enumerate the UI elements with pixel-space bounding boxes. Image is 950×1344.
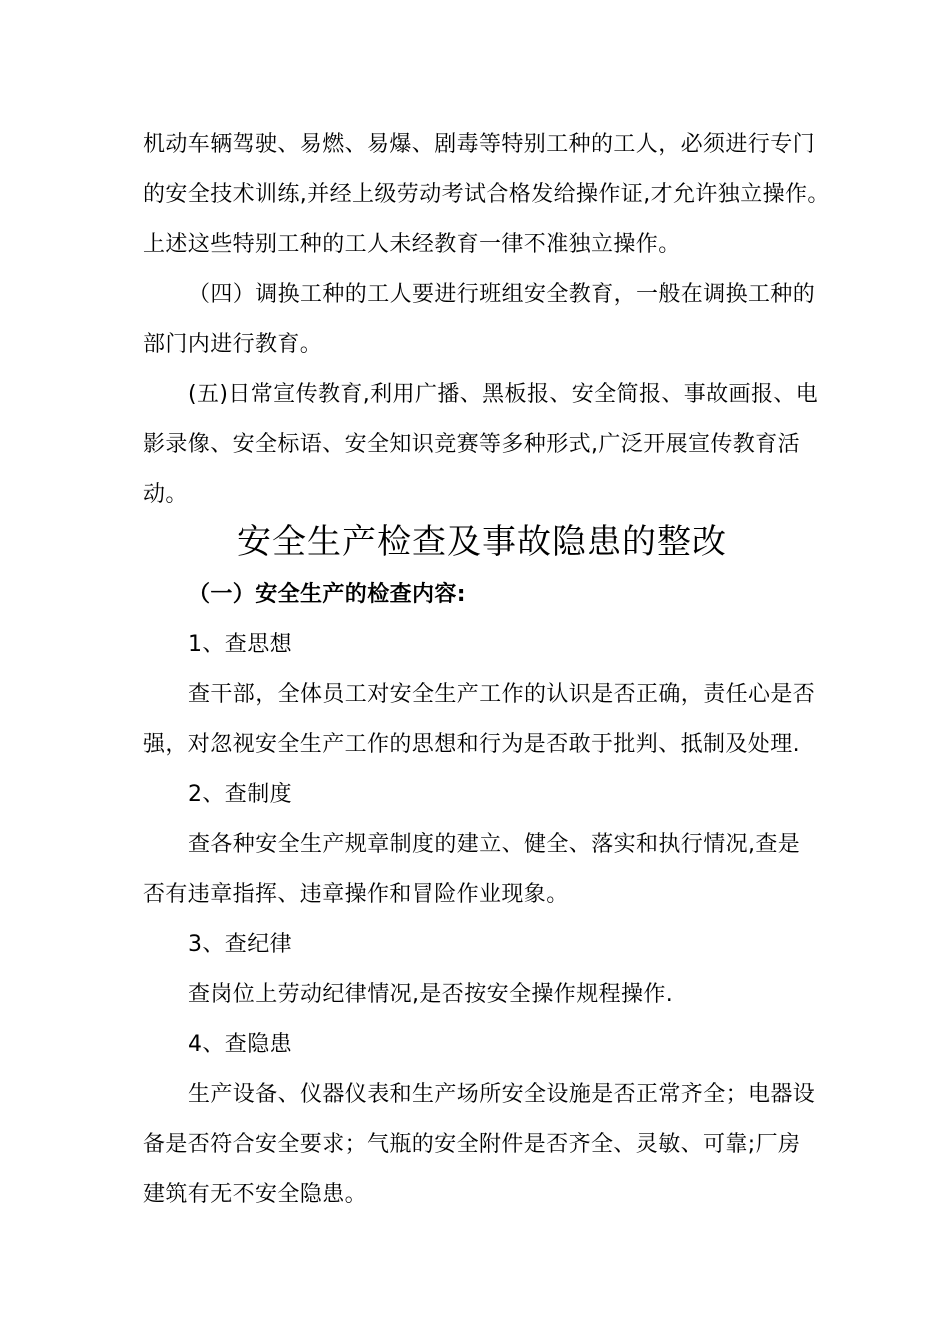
item-text-line: 查岗位上劳动纪律情况,是否按安全操作规程操作. [188, 982, 674, 1007]
paragraph-line: （四）调换工种的工人要进行班组安全教育，一般在调换工种的 [188, 282, 816, 307]
section-title: 安全生产检查及事故隐患的整改 [237, 522, 727, 562]
item-text-line: 生产设备、仪器仪表和生产场所安全设施是否正常齐全；电器设 [188, 1082, 816, 1107]
paragraph-line: (五)日常宣传教育,利用广播、黑板报、安全简报、事故画报、电 [188, 382, 819, 407]
paragraph-line: 的安全技术训练,并经上级劳动考试合格发给操作证,才允许独立操作。 [143, 182, 830, 207]
paragraph-line: 动。 [143, 482, 188, 507]
item-label: 1、查思想 [188, 632, 292, 657]
item-text-line: 查各种安全生产规章制度的建立、健全、落实和执行情况,查是 [188, 832, 801, 857]
paragraph-line: 上述这些特别工种的工人未经教育一律不准独立操作。 [143, 232, 681, 257]
paragraph-line: 机动车辆驾驶、易燃、易爆、剧毒等特别工种的工人，必须进行专门 [143, 132, 816, 157]
item-label: 2、查制度 [188, 782, 292, 807]
item-text-line: 否有违章指挥、违章操作和冒险作业现象。 [143, 882, 569, 907]
item-text-line: 备是否符合安全要求；气瓶的安全附件是否齐全、灵敏、可靠;厂房 [143, 1132, 801, 1157]
subsection-title: （一）安全生产的检查内容: [188, 582, 466, 607]
item-text-line: 建筑有无不安全隐患。 [143, 1182, 368, 1207]
paragraph-line: 部门内进行教育。 [143, 332, 323, 357]
item-label: 3、查纪律 [188, 932, 292, 957]
item-label: 4、查隐患 [188, 1032, 292, 1057]
item-text-line: 查干部，全体员工对安全生产工作的认识是否正确，责任心是否 [188, 682, 816, 707]
item-text-line: 强，对忽视安全生产工作的思想和行为是否敢于批判、抵制及处理. [143, 732, 800, 757]
paragraph-line: 影录像、安全标语、安全知识竞赛等多种形式,广泛开展宣传教育活 [143, 432, 800, 457]
